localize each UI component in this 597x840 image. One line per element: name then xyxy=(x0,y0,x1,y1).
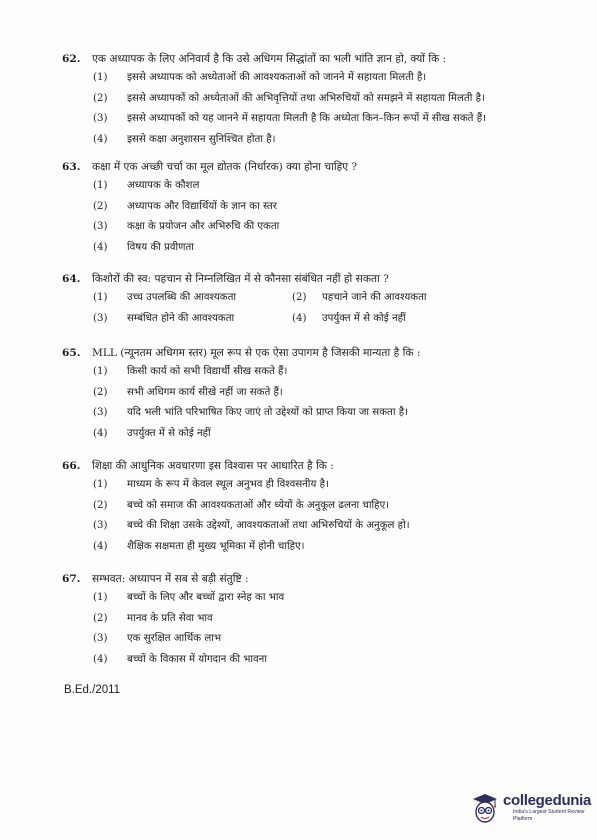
option xyxy=(62,176,582,197)
option-number: (1) xyxy=(93,292,108,303)
collegedunia-watermark xyxy=(470,785,592,831)
question-63 xyxy=(62,158,582,258)
option-text: पहचाने जाने की आवश्यकता xyxy=(322,292,427,303)
question-text: किशोरों की स्व: पहचान से निम्नलिखित में से कौनसा संबंधित नहीं हो सकता ? xyxy=(92,273,389,285)
option-number: (1) xyxy=(93,180,108,191)
option-text: विषय की प्रवीणता xyxy=(127,241,194,253)
option-number: (3) xyxy=(93,520,108,531)
option xyxy=(62,650,582,671)
brand-tagline: India's Largest Student Review Platform xyxy=(513,809,585,822)
option xyxy=(62,68,582,89)
option xyxy=(62,609,582,630)
option-text: शैक्षिक सक्षमता ही मुख्य भूमिका में होनी चाहिए। xyxy=(127,540,305,552)
option-number: (4) xyxy=(93,653,108,665)
option xyxy=(62,130,582,151)
option-text: यदि भली भांति परिभाषित किए जाएं तो उद्देश्यों को प्राप्त किया जा सकता है। xyxy=(127,407,408,418)
option-number: (3) xyxy=(93,312,108,324)
option xyxy=(62,629,582,650)
option xyxy=(62,537,582,558)
option-number: (1) xyxy=(93,366,108,377)
question-64 xyxy=(62,270,582,329)
question-67 xyxy=(62,570,582,670)
option-number: (4) xyxy=(292,312,307,324)
question-text: सम्भवत: अध्यापन में सब से बड़ी संतुष्टि : xyxy=(92,573,249,585)
graduate-mascot-icon xyxy=(470,791,500,825)
option xyxy=(62,309,292,330)
question-text: कक्षा में एक अच्छी चर्चा का मूल द्योतक (निर्धारक) क्या होना चाहिए ? xyxy=(92,161,358,173)
option xyxy=(62,475,582,496)
option xyxy=(62,588,582,609)
brand-name: collegedunia xyxy=(503,792,592,809)
option-number: (1) xyxy=(93,72,108,83)
option xyxy=(62,217,582,238)
option-text: बच्चों के विकास में योगदान की भावना xyxy=(127,653,267,665)
option-number: (1) xyxy=(93,592,108,603)
option xyxy=(62,403,582,424)
question-text: एक अध्यापक के लिए अनिवार्य है कि उसे अधिगम सिद्धांतों का भली भांति ज्ञान हो, क्यों कि : xyxy=(92,53,447,65)
question-number: 64. xyxy=(62,273,81,285)
option-number: (4) xyxy=(93,241,108,253)
question-text: शिक्षा की आधुनिक अवधारणा इस विश्वास पर आधारित है कि : xyxy=(92,460,334,472)
option xyxy=(62,109,582,130)
option-number: (2) xyxy=(292,292,307,303)
option-text: अध्यापक के कौशल xyxy=(127,180,200,191)
option-text: सम्बंधित होने की आवश्यकता xyxy=(127,312,235,324)
option-text: किसी कार्य को सभी विद्यार्थी सीख सकते हैं। xyxy=(127,366,288,377)
option-number: (4) xyxy=(93,540,108,552)
option-text: उच्च उपलब्धि की आवश्यकता xyxy=(127,292,237,303)
option xyxy=(62,197,582,218)
option xyxy=(62,288,292,309)
option xyxy=(292,288,512,309)
question-62 xyxy=(62,50,582,150)
option-text: इससे कक्षा अनुशासन सुनिश्चित होता है। xyxy=(127,133,276,145)
option-text: इससे अध्यापकों को अध्येताओं की अभिवृत्तियों तथा अभिरुचियों को समझने में सहायता मिलती है। xyxy=(127,92,485,104)
option-text: माध्यम के रूप में केवल स्थूल अनुभव ही विश्वसनीय है। xyxy=(127,479,329,490)
option xyxy=(62,238,582,259)
option-number: (3) xyxy=(93,113,108,124)
option-number: (1) xyxy=(93,479,108,490)
option-number: (2) xyxy=(93,92,108,104)
option xyxy=(62,424,582,445)
option-text: एक सुरक्षित आर्थिक लाभ xyxy=(127,633,222,644)
option-text: इससे अध्यापक को अध्येताओं की आवश्यकताओं को जानने में सहायता मिलती है। xyxy=(127,72,427,83)
option-number: (3) xyxy=(93,407,108,418)
option-number: (2) xyxy=(93,612,108,624)
option xyxy=(62,516,582,537)
option-text: सभी अधिगम कार्य सीखे नहीं जा सकते हैं। xyxy=(127,386,283,398)
option-text: अध्यापक और विद्यार्थियों के ज्ञान का स्तर xyxy=(127,200,277,212)
option-text: बच्चों के लिए और बच्चों द्वारा स्नेह का भाव xyxy=(127,592,285,603)
option xyxy=(62,89,582,110)
question-65 xyxy=(62,344,582,444)
option-text: कक्षा के प्रयोजन और अभिरुचि की एकता xyxy=(127,221,280,232)
option-grid xyxy=(62,288,582,329)
option-text: बच्चे को समाज की आवश्यकताओं और ध्येयों के अनुकूल ढलना चाहिए। xyxy=(127,499,390,511)
option xyxy=(62,496,582,517)
option-number: (2) xyxy=(93,386,108,398)
paper-code: B.Ed./2011 xyxy=(64,684,121,696)
option-number: (2) xyxy=(93,499,108,511)
option xyxy=(292,309,512,330)
question-number: 65. xyxy=(62,347,81,359)
question-number: 66. xyxy=(62,460,81,472)
question-number: 67. xyxy=(62,573,81,585)
option-number: (3) xyxy=(93,221,108,232)
option-text: उपर्युक्त में से कोई नहीं xyxy=(127,427,211,439)
option-number: (4) xyxy=(93,427,108,439)
option-number: (3) xyxy=(93,633,108,644)
question-66 xyxy=(62,457,582,557)
option-text: बच्चे की शिक्षा उसके उद्देश्यों, आवश्यकताओं तथा अभिरुचियों के अनुकूल हो। xyxy=(127,520,410,531)
option-text: इससे अध्यापकों को यह जानने में सहायता मिलती है कि अध्येता किन–किन रूपों में सीख सकते हैं। xyxy=(127,113,486,124)
option-text: मानव के प्रति सेवा भाव xyxy=(127,612,213,624)
question-text: MLL (न्यूनतम अधिगम स्तर) मूल रूप से एक ऐसा उपागम है जिसकी मान्यता है कि : xyxy=(92,347,421,359)
question-number: 62. xyxy=(62,53,81,65)
option xyxy=(62,383,582,404)
option-number: (2) xyxy=(93,200,108,212)
question-number: 63. xyxy=(62,161,81,173)
option-text: उपर्युक्त में से कोई नहीं xyxy=(322,312,406,324)
option xyxy=(62,362,582,383)
option-number: (4) xyxy=(93,133,108,145)
